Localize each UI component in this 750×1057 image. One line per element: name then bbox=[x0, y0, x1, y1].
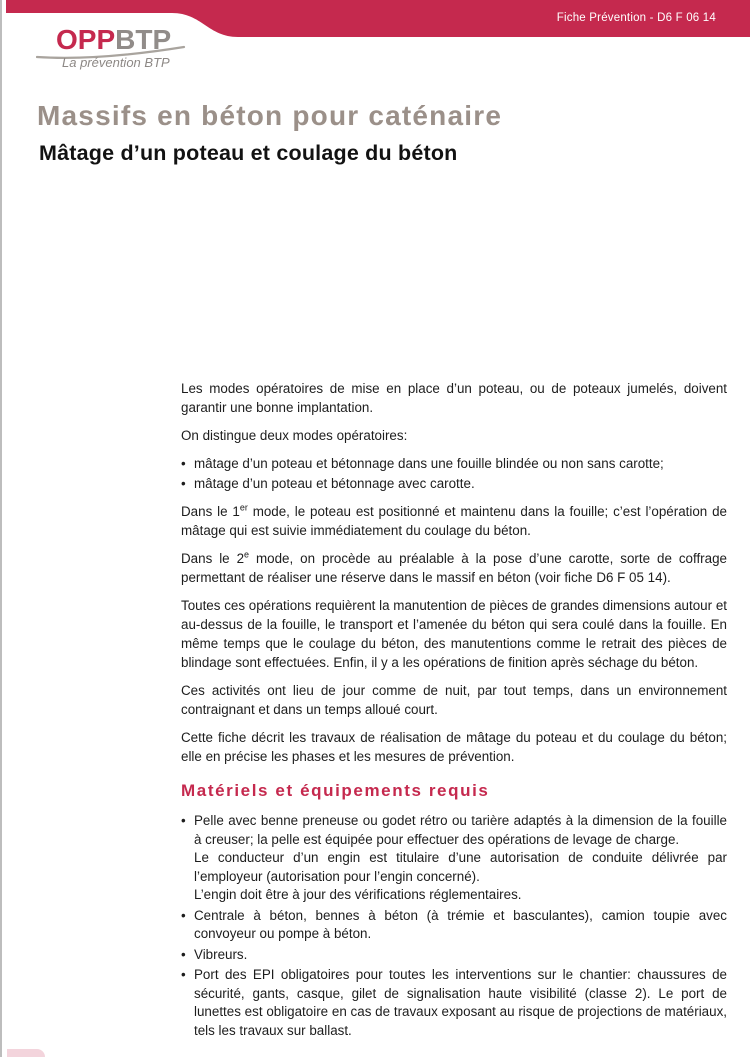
body-column bbox=[181, 379, 727, 1042]
paragraph-text: mode, le poteau est positionné et maintenu dans la fouille; c’est l’opération de mâtage qui est suivie immédiatement du coulage du béton. bbox=[181, 504, 727, 538]
paragraph bbox=[181, 549, 727, 587]
equipment-list bbox=[181, 812, 727, 1040]
fiche-reference: Fiche Prévention - D6 F 06 14 bbox=[556, 12, 716, 24]
list-item bbox=[181, 946, 727, 965]
list-item bbox=[181, 966, 727, 1040]
paragraph: Les modes opératoires de mise en place d’un poteau, ou de poteaux jumelés, doivent garantir une bonne implantation. bbox=[181, 381, 727, 415]
list-item-line: • Vibreurs. bbox=[194, 946, 248, 962]
page-left-edge bbox=[0, 0, 2, 1057]
list-item-line: Le conducteur d’un engin est titulaire d’une autorisation de conduite délivrée par l’employeur (autorisation pour l’engin concerné). bbox=[194, 850, 727, 884]
list-item: • mâtage d’un poteau et bétonnage avec carotte. bbox=[181, 474, 727, 493]
list-item-line: • Port des EPI obligatoires pour toutes les interventions sur le chantier: chaussures de sécurité, gants, casque, gilet de signalisation haute visibilité (classe 2). Le port de lunettes est obligatoire en cas de travaux exposant au risque de projections de matériaux, tels les travaux sur ballast. bbox=[194, 967, 727, 1038]
section-heading: Matériels et équipements requis bbox=[181, 781, 490, 800]
logo-part-btp: BTP bbox=[115, 24, 172, 55]
paragraph: Cette fiche décrit les travaux de réalisation de mâtage du poteau et du coulage du béton; elle en précise les phases et les mesures de prévention. bbox=[181, 730, 727, 764]
ordinal-superscript: er bbox=[239, 502, 248, 513]
paragraph: Ces activités ont lieu de jour comme de nuit, par tout temps, dans un environnement contraignant et dans un temps alloué court. bbox=[181, 683, 727, 717]
page-subtitle: Mâtage d’un poteau et coulage du béton bbox=[39, 141, 458, 165]
list-item-line: L’engin doit être à jour des vérifications réglementaires. bbox=[194, 887, 522, 902]
logo-tagline: La prévention BTP bbox=[62, 55, 170, 70]
list-item bbox=[181, 907, 727, 944]
ordinal-superscript: e bbox=[244, 549, 250, 560]
page-title: Massifs en béton pour caténaire bbox=[37, 100, 503, 131]
list-item-line: • Centrale à béton, bennes à béton (à trémie et basculantes), camion toupie avec convoyeur ou pompe à béton. bbox=[194, 907, 727, 941]
oppbtp-logo bbox=[36, 22, 236, 77]
list-item: • mâtage d’un poteau et bétonnage dans une fouille blindée ou non sans carotte; bbox=[181, 454, 727, 473]
modes-bullet-list bbox=[181, 454, 727, 493]
paragraph: On distingue deux modes opératoires: bbox=[181, 428, 408, 443]
paragraph-text: mode, on procède au préalable à la pose d’une carotte, sorte de coffrage permettant de réaliser une réserve dans le massif en béton (voir fiche D6 F 05 14). bbox=[181, 551, 727, 585]
list-item bbox=[181, 812, 727, 905]
paragraph-text: Dans le 1 bbox=[181, 504, 240, 519]
paragraph-text: Dans le 2 bbox=[181, 551, 245, 566]
paragraph: Toutes ces opérations requièrent la manutention de pièces de grandes dimensions autour et au-dessus de la fouille, le transport et l’amenée du béton qui sera coulé dans la fouille. En même temps que le coulage du béton, des manutentions comme le retrait des pièces de blindage sont effectuées. Enfin, il y a les opérations de finition après séchage du béton. bbox=[181, 598, 727, 670]
footer-accent-bar bbox=[7, 1049, 45, 1057]
list-item-line: • Pelle avec benne preneuse ou godet rétro ou tarière adaptés à la dimension de la fouille à creuser; la pelle est équipée pour effectuer des opérations de levage de charge. bbox=[194, 813, 727, 847]
paragraph bbox=[181, 502, 727, 540]
logo-part-opp: OPP bbox=[56, 24, 116, 55]
